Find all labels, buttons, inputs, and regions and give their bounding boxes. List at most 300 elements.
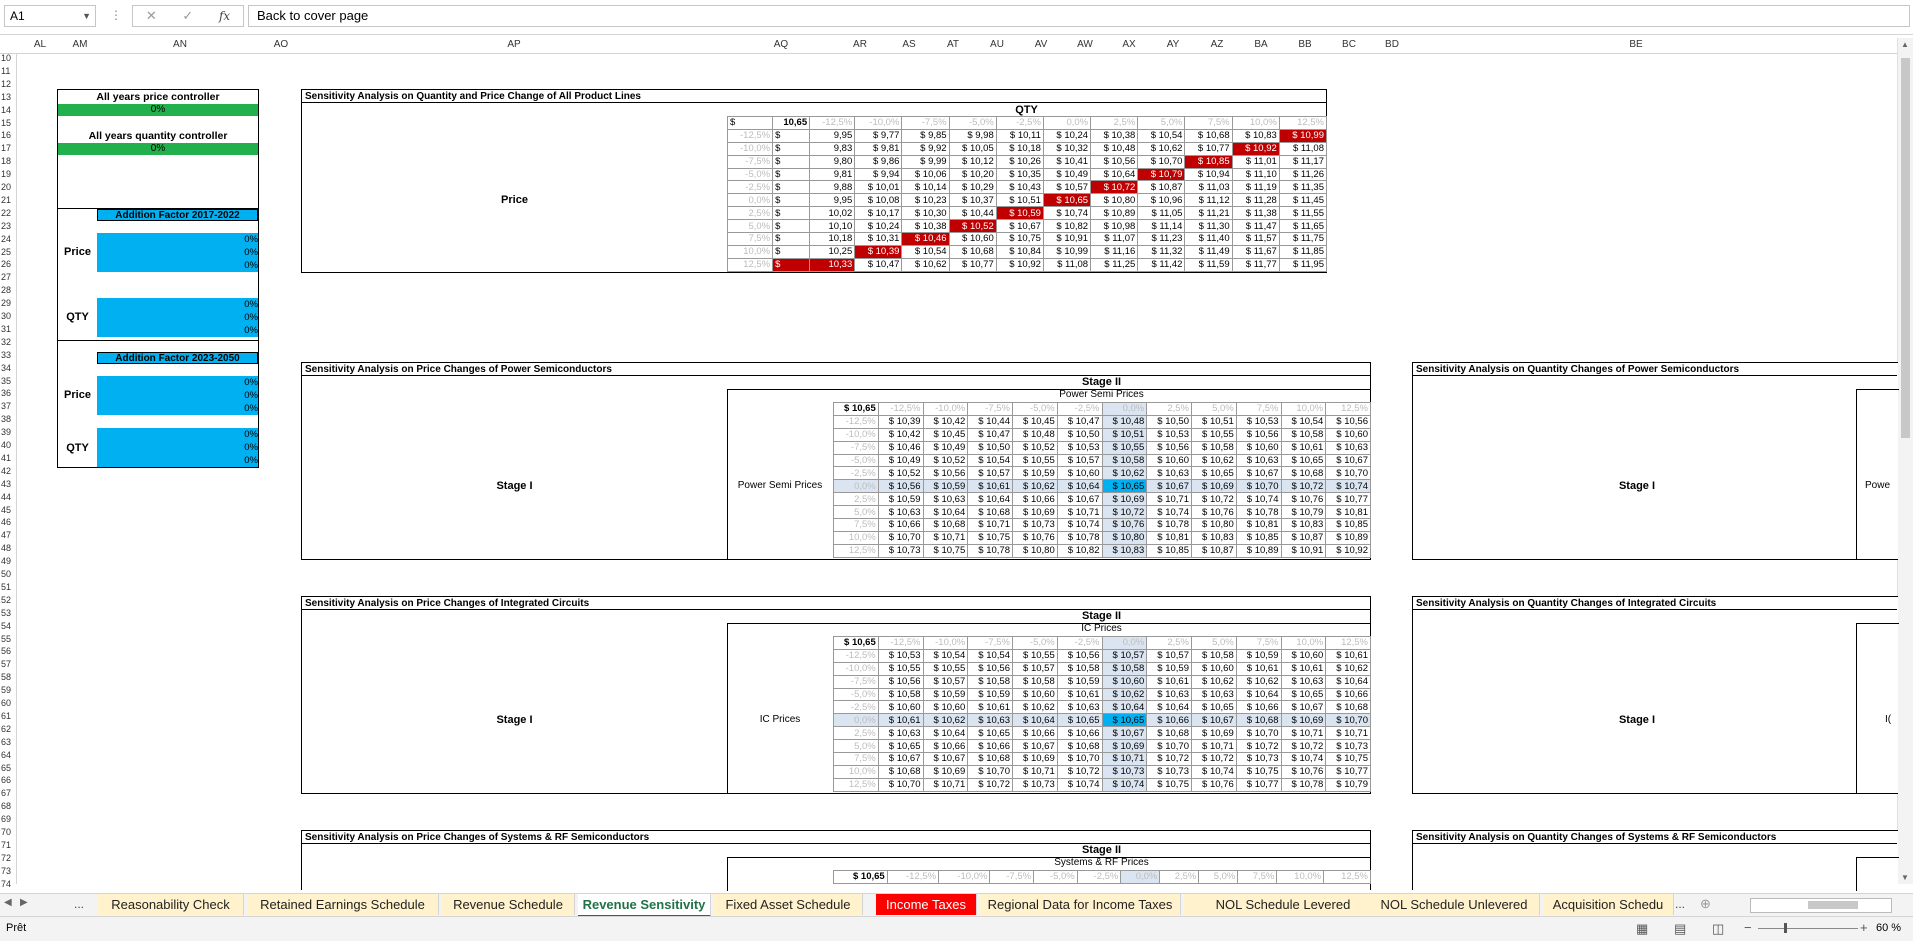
table-cell[interactable]: $ 10,75: [923, 544, 968, 557]
table-cell[interactable]: $ 10,72: [1281, 480, 1326, 493]
col-header-cell[interactable]: 12,5%: [1326, 403, 1371, 416]
col-header-cell[interactable]: -7,5%: [968, 637, 1013, 650]
table-cell[interactable]: $ 10,46: [878, 441, 923, 454]
table-cell[interactable]: 10,02: [810, 207, 855, 220]
table-cell[interactable]: $ 9,99: [902, 155, 949, 168]
cancel-icon[interactable]: ✕: [145, 8, 157, 23]
table-cell[interactable]: $ 10,48: [1013, 428, 1058, 441]
col-header[interactable]: BB: [1298, 39, 1312, 50]
table-cell[interactable]: $ 10,63: [1236, 454, 1281, 467]
table-cell[interactable]: $ 10,67: [1057, 493, 1102, 506]
table-cell[interactable]: $ 10,68: [1147, 727, 1192, 740]
table-cell[interactable]: $ 10,63: [1147, 688, 1192, 701]
table-cell[interactable]: $ 10,20: [949, 168, 996, 181]
table-cell[interactable]: $ 10,67: [1236, 467, 1281, 480]
table-cell[interactable]: $ 10,30: [902, 207, 949, 220]
table-cell[interactable]: $ 10,68: [923, 519, 968, 532]
name-box[interactable]: [4, 5, 96, 27]
formula-input[interactable]: Back to cover page: [248, 5, 1910, 27]
table-cell[interactable]: $ 10,65: [1281, 454, 1326, 467]
row-header[interactable]: 56: [1, 646, 12, 657]
table-cell[interactable]: $ 10,61: [1281, 662, 1326, 675]
table-cell[interactable]: $ 10,58: [1192, 649, 1237, 662]
table-cell[interactable]: $ 10,58: [1102, 454, 1147, 467]
row-header[interactable]: 65: [1, 762, 12, 773]
table-cell[interactable]: $ 10,50: [1057, 428, 1102, 441]
currency-cell[interactable]: $: [773, 181, 810, 194]
row-header[interactable]: 29: [1, 298, 12, 309]
row-header-cell[interactable]: -10,0%: [728, 142, 773, 155]
table-cell[interactable]: $ 10,71: [968, 519, 1013, 532]
table-cell[interactable]: $ 11,28: [1232, 194, 1279, 207]
table-cell[interactable]: $ 10,73: [1013, 778, 1058, 791]
table-cell[interactable]: $ 10,74: [1326, 480, 1371, 493]
table-cell[interactable]: $ 10,72: [1192, 493, 1237, 506]
table-cell[interactable]: $ 10,68: [878, 765, 923, 778]
table-cell[interactable]: $ 10,56: [1147, 441, 1192, 454]
col-header[interactable]: AR: [853, 39, 867, 50]
table-cell[interactable]: $ 10,57: [1057, 454, 1102, 467]
table-cell[interactable]: $ 10,44: [968, 415, 1013, 428]
row-header[interactable]: 26: [1, 259, 12, 270]
confirm-icon[interactable]: ✓: [182, 8, 194, 23]
table-cell[interactable]: $ 10,74: [1147, 506, 1192, 519]
row-header[interactable]: 14: [1, 104, 12, 115]
col-header-cell[interactable]: -10,0%: [939, 871, 990, 884]
table-cell[interactable]: $ 10,62: [923, 714, 968, 727]
row-header[interactable]: 38: [1, 414, 12, 425]
table-cell[interactable]: $ 10,26: [996, 155, 1043, 168]
table-cell[interactable]: $ 10,81: [1236, 519, 1281, 532]
row-header-cell[interactable]: -12,5%: [728, 129, 773, 142]
tab-scroll-left-icon[interactable]: ◀: [4, 897, 12, 908]
table-cell[interactable]: $ 10,55: [1013, 649, 1058, 662]
row-header[interactable]: 54: [1, 620, 12, 631]
table-cell[interactable]: $ 10,78: [1281, 778, 1326, 791]
table-cell[interactable]: $ 10,64: [1013, 714, 1058, 727]
table-cell[interactable]: $ 10,64: [923, 506, 968, 519]
table-cell[interactable]: $ 10,59: [923, 688, 968, 701]
col-header[interactable]: AZ: [1210, 39, 1224, 50]
row-header[interactable]: 71: [1, 839, 12, 850]
row-header[interactable]: 23: [1, 220, 12, 231]
table-cell[interactable]: $ 10,52: [949, 220, 996, 233]
col-header-cell[interactable]: -7,5%: [902, 117, 949, 130]
table-cell[interactable]: $ 10,70: [1057, 753, 1102, 766]
row-header[interactable]: 32: [1, 336, 12, 347]
table-cell[interactable]: $ 10,49: [878, 454, 923, 467]
row-header[interactable]: 72: [1, 852, 12, 863]
table-cell[interactable]: $ 10,92: [1232, 142, 1279, 155]
table-cell[interactable]: $ 10,62: [1236, 675, 1281, 688]
table-cell[interactable]: $ 10,58: [1192, 441, 1237, 454]
table-cell[interactable]: $ 10,42: [923, 415, 968, 428]
horizontal-scrollbar[interactable]: [1750, 898, 1892, 913]
row-header-cell[interactable]: 12,5%: [728, 258, 773, 271]
table-cell[interactable]: $ 10,73: [1013, 519, 1058, 532]
table-cell[interactable]: $ 10,76: [1192, 506, 1237, 519]
col-header-cell[interactable]: 12,5%: [1326, 637, 1371, 650]
row-header[interactable]: 70: [1, 827, 12, 837]
col-header-cell[interactable]: 7,5%: [1238, 871, 1277, 884]
table-cell[interactable]: $ 10,74: [1057, 778, 1102, 791]
row-header[interactable]: 40: [1, 440, 12, 450]
table-cell[interactable]: $ 10,89: [1326, 531, 1371, 544]
row-header-cell[interactable]: -2,5%: [834, 701, 879, 714]
table-cell[interactable]: $ 10,71: [1147, 493, 1192, 506]
table-cell[interactable]: $ 10,75: [1236, 765, 1281, 778]
table-cell[interactable]: $ 10,70: [878, 778, 923, 791]
table-cell[interactable]: $ 10,78: [1147, 519, 1192, 532]
table-cell[interactable]: $ 10,68: [1236, 714, 1281, 727]
row-header-cell[interactable]: -2,5%: [728, 181, 773, 194]
table-cell[interactable]: $ 10,37: [949, 194, 996, 207]
row-header[interactable]: 53: [1, 607, 12, 618]
table-cell[interactable]: $ 10,53: [1057, 441, 1102, 454]
table-cell[interactable]: $ 10,78: [1057, 531, 1102, 544]
table-cell[interactable]: $ 10,66: [878, 519, 923, 532]
table-cell[interactable]: $ 10,57: [1043, 181, 1090, 194]
table-cell[interactable]: $ 10,85: [1326, 519, 1371, 532]
col-header-cell[interactable]: -12,5%: [887, 871, 938, 884]
table-cell[interactable]: $ 10,41: [1043, 155, 1090, 168]
table-cell[interactable]: $ 10,77: [949, 258, 996, 271]
table-cell[interactable]: $ 10,71: [923, 531, 968, 544]
row-header[interactable]: 27: [1, 272, 12, 283]
table-cell[interactable]: $ 10,81: [1147, 531, 1192, 544]
table-cell[interactable]: $ 10,66: [1147, 714, 1192, 727]
row-header-cell[interactable]: 2,5%: [728, 207, 773, 220]
row-header[interactable]: 52: [1, 594, 12, 605]
table-cell[interactable]: $ 10,74: [1236, 493, 1281, 506]
table-cell[interactable]: $ 10,60: [923, 701, 968, 714]
page-layout-icon[interactable]: ▤: [1674, 921, 1687, 936]
table-cell[interactable]: $ 10,60: [1013, 688, 1058, 701]
table-cell[interactable]: $ 9,86: [855, 155, 902, 168]
row-header[interactable]: 33: [1, 349, 12, 360]
col-header[interactable]: BC: [1342, 39, 1356, 50]
table-cell[interactable]: 9,95: [810, 129, 855, 142]
table-cell[interactable]: $ 10,84: [996, 245, 1043, 258]
table-cell[interactable]: $ 10,54: [1281, 415, 1326, 428]
row-header[interactable]: 20: [1, 182, 12, 192]
scroll-up-icon[interactable]: ▲: [1901, 40, 1909, 49]
table-cell[interactable]: $ 10,65: [1102, 714, 1147, 727]
table-cell[interactable]: $ 10,45: [923, 428, 968, 441]
corner-value[interactable]: $ 10,65: [834, 871, 888, 884]
table-cell[interactable]: $ 10,71: [1057, 506, 1102, 519]
table-cell[interactable]: $ 10,53: [1147, 428, 1192, 441]
table-cell[interactable]: $ 10,65: [1192, 467, 1237, 480]
table-cell[interactable]: $ 10,65: [1102, 480, 1147, 493]
table-cell[interactable]: $ 11,23: [1138, 233, 1185, 246]
zoom-slider[interactable]: [1758, 928, 1858, 929]
col-header-cell[interactable]: -5,0%: [1013, 403, 1058, 416]
row-header-cell[interactable]: -5,0%: [728, 168, 773, 181]
table-cell[interactable]: $ 10,62: [902, 258, 949, 271]
table-cell[interactable]: $ 10,56: [1057, 649, 1102, 662]
table-cell[interactable]: $ 10,64: [923, 727, 968, 740]
table-cell[interactable]: $ 10,70: [1138, 155, 1185, 168]
table-cell[interactable]: $ 10,58: [1013, 675, 1058, 688]
table-cell[interactable]: $ 10,53: [1236, 415, 1281, 428]
table-cell[interactable]: 10,10: [810, 220, 855, 233]
row-header[interactable]: 50: [1, 569, 12, 579]
col-header-cell[interactable]: -7,5%: [990, 871, 1034, 884]
table-cell[interactable]: $ 10,69: [1281, 714, 1326, 727]
table-cell[interactable]: $ 10,35: [996, 168, 1043, 181]
col-header-cell[interactable]: 7,5%: [1236, 403, 1281, 416]
table-cell[interactable]: $ 11,08: [1043, 258, 1090, 271]
table-cell[interactable]: $ 10,55: [1102, 441, 1147, 454]
table-cell[interactable]: $ 10,48: [1102, 415, 1147, 428]
col-header-cell[interactable]: -12,5%: [878, 637, 923, 650]
tab-acquisition-schedule[interactable]: Acquisition Schedu: [1543, 894, 1674, 915]
table-cell[interactable]: $ 10,67: [1102, 727, 1147, 740]
col-header-cell[interactable]: -2,5%: [1057, 637, 1102, 650]
table-cell[interactable]: $ 10,65: [1043, 194, 1090, 207]
table-cell[interactable]: $ 10,66: [1326, 688, 1371, 701]
row-header-cell[interactable]: -7,5%: [834, 441, 879, 454]
row-header-cell[interactable]: 5,0%: [728, 220, 773, 233]
table-cell[interactable]: $ 10,05: [949, 142, 996, 155]
table-cell[interactable]: $ 10,72: [1147, 753, 1192, 766]
table-cell[interactable]: $ 10,80: [1102, 531, 1147, 544]
table-cell[interactable]: $ 10,70: [1326, 467, 1371, 480]
tab-retained-earnings-schedule[interactable]: Retained Earnings Schedule: [247, 894, 439, 915]
table-cell[interactable]: $ 10,76: [1281, 765, 1326, 778]
table-cell[interactable]: $ 10,82: [1057, 544, 1102, 557]
table-cell[interactable]: $ 10,79: [1281, 506, 1326, 519]
table-cell[interactable]: $ 10,67: [923, 753, 968, 766]
row-header-cell[interactable]: 10,0%: [834, 765, 879, 778]
table-cell[interactable]: $ 10,65: [968, 727, 1013, 740]
table-cell[interactable]: $ 10,92: [1326, 544, 1371, 557]
table-cell[interactable]: 9,88: [810, 181, 855, 194]
table-cell[interactable]: $ 10,50: [968, 441, 1013, 454]
table-cell[interactable]: $ 10,59: [1057, 675, 1102, 688]
tab-regional-data[interactable]: Regional Data for Income Taxes: [980, 894, 1181, 915]
table-cell[interactable]: $ 10,61: [1236, 662, 1281, 675]
row-header[interactable]: 21: [1, 194, 12, 205]
corner-value[interactable]: $ 10,65: [834, 403, 879, 416]
table-cell[interactable]: $ 10,73: [1326, 740, 1371, 753]
col-header-cell[interactable]: 2,5%: [1147, 637, 1192, 650]
table-cell[interactable]: $ 10,70: [1236, 727, 1281, 740]
row-header[interactable]: 46: [1, 517, 12, 528]
table-cell[interactable]: $ 10,68: [1185, 129, 1232, 142]
table-cell[interactable]: 10,25: [810, 245, 855, 258]
table-cell[interactable]: $ 10,83: [1232, 129, 1279, 142]
col-header-cell[interactable]: -5,0%: [949, 117, 996, 130]
table-cell[interactable]: $ 10,38: [1091, 129, 1138, 142]
more-icon[interactable]: ⋮: [110, 8, 122, 22]
table-cell[interactable]: $ 10,55: [878, 662, 923, 675]
table-cell[interactable]: $ 10,54: [968, 649, 1013, 662]
table-cell[interactable]: $ 11,01: [1232, 155, 1279, 168]
col-header-cell[interactable]: -5,0%: [1013, 637, 1058, 650]
table-cell[interactable]: $ 10,68: [968, 753, 1013, 766]
table-cell[interactable]: $ 10,70: [878, 531, 923, 544]
col-header-cell[interactable]: 12,5%: [1324, 871, 1371, 884]
table-cell[interactable]: $ 10,43: [996, 181, 1043, 194]
col-header[interactable]: AP: [507, 39, 521, 50]
table-cell[interactable]: $ 10,60: [878, 701, 923, 714]
col-header-cell[interactable]: 2,5%: [1091, 117, 1138, 130]
table-cell[interactable]: $ 10,59: [878, 493, 923, 506]
row-header-cell[interactable]: 10,0%: [834, 531, 879, 544]
table-cell[interactable]: $ 10,66: [1013, 727, 1058, 740]
row-header[interactable]: 73: [1, 865, 12, 876]
af2-qty-inputs[interactable]: 0% 0% 0%: [97, 428, 258, 467]
row-header-cell[interactable]: 5,0%: [834, 740, 879, 753]
col-header-cell[interactable]: 0,0%: [1102, 403, 1147, 416]
row-header[interactable]: 34: [1, 362, 12, 373]
table-cell[interactable]: $ 10,72: [968, 778, 1013, 791]
row-header-cell[interactable]: -12,5%: [834, 649, 879, 662]
table-cell[interactable]: $ 11,47: [1232, 220, 1279, 233]
af1-qty-inputs[interactable]: 0% 0% 0%: [97, 298, 258, 337]
table-cell[interactable]: $ 10,67: [1281, 701, 1326, 714]
table-cell[interactable]: $ 10,66: [923, 740, 968, 753]
table-cell[interactable]: $ 10,52: [878, 467, 923, 480]
table-cell[interactable]: $ 10,62: [1102, 467, 1147, 480]
table-cell[interactable]: $ 10,79: [1138, 168, 1185, 181]
row-header[interactable]: 64: [1, 749, 12, 760]
table-cell[interactable]: $ 10,63: [1281, 675, 1326, 688]
col-header-cell[interactable]: -12,5%: [810, 117, 855, 130]
table-cell[interactable]: $ 11,08: [1279, 142, 1326, 155]
col-header-cell[interactable]: -2,5%: [996, 117, 1043, 130]
table-cell[interactable]: $ 10,87: [1192, 544, 1237, 557]
row-header[interactable]: 62: [1, 723, 12, 734]
col-header-cell[interactable]: 10,0%: [1281, 403, 1326, 416]
table-cell[interactable]: $ 10,91: [1043, 233, 1090, 246]
row-header[interactable]: 57: [1, 659, 12, 670]
row-header[interactable]: 58: [1, 672, 12, 683]
table-cell[interactable]: $ 10,68: [1326, 701, 1371, 714]
table-cell[interactable]: $ 10,61: [968, 701, 1013, 714]
currency-cell[interactable]: $: [773, 258, 810, 271]
col-header-cell[interactable]: -10,0%: [923, 403, 968, 416]
qty-controller-value[interactable]: 0%: [58, 143, 258, 155]
table-cell[interactable]: $ 10,61: [1326, 649, 1371, 662]
row-header[interactable]: 47: [1, 530, 12, 541]
table-cell[interactable]: $ 10,56: [923, 467, 968, 480]
normal-view-icon[interactable]: ▦: [1636, 921, 1649, 936]
table-cell[interactable]: $ 10,60: [1192, 662, 1237, 675]
table-cell[interactable]: $ 10,69: [1013, 506, 1058, 519]
row-header-cell[interactable]: 5,0%: [834, 506, 879, 519]
col-header[interactable]: AL: [33, 39, 47, 50]
table-cell[interactable]: $ 11,21: [1185, 207, 1232, 220]
table-cell[interactable]: $ 10,79: [1326, 778, 1371, 791]
table-cell[interactable]: $ 10,51: [1192, 415, 1237, 428]
row-header[interactable]: 67: [1, 788, 12, 799]
table-cell[interactable]: $ 10,38: [902, 220, 949, 233]
table-cell[interactable]: $ 10,51: [996, 194, 1043, 207]
add-sheet-icon[interactable]: ⊕: [1700, 896, 1711, 911]
table-cell[interactable]: $ 10,81: [1326, 506, 1371, 519]
table-cell[interactable]: $ 10,76: [1281, 493, 1326, 506]
table-cell[interactable]: $ 10,70: [968, 765, 1013, 778]
table-cell[interactable]: $ 10,69: [1192, 480, 1237, 493]
table-cell[interactable]: $ 10,80: [1013, 544, 1058, 557]
table-cell[interactable]: $ 10,64: [1091, 168, 1138, 181]
table-cell[interactable]: $ 10,58: [1281, 428, 1326, 441]
table-cell[interactable]: $ 10,45: [1013, 415, 1058, 428]
table-cell[interactable]: $ 10,67: [1147, 480, 1192, 493]
table-cell[interactable]: 9,95: [810, 194, 855, 207]
col-header-cell[interactable]: 5,0%: [1138, 117, 1185, 130]
table-cell[interactable]: $ 10,92: [996, 258, 1043, 271]
row-header[interactable]: 74: [1, 878, 12, 889]
price-controller-value[interactable]: 0%: [58, 104, 258, 116]
table-cell[interactable]: $ 10,82: [1043, 220, 1090, 233]
row-header-cell[interactable]: 0,0%: [834, 480, 879, 493]
col-header[interactable]: AT: [946, 39, 960, 50]
col-header-cell[interactable]: 10,0%: [1281, 637, 1326, 650]
table-cell[interactable]: $ 10,68: [949, 245, 996, 258]
row-header-cell[interactable]: 0,0%: [728, 194, 773, 207]
tab-revenue-sensitivity[interactable]: Revenue Sensitivity: [578, 894, 711, 917]
table-cell[interactable]: $ 10,71: [1326, 727, 1371, 740]
currency-cell[interactable]: $: [773, 194, 810, 207]
table-cell[interactable]: $ 10,62: [1326, 662, 1371, 675]
table-cell[interactable]: $ 10,87: [1281, 531, 1326, 544]
table-cell[interactable]: $ 10,61: [878, 714, 923, 727]
table-cell[interactable]: $ 11,55: [1279, 207, 1326, 220]
zoom-level[interactable]: 60 %: [1876, 922, 1902, 934]
table-cell[interactable]: $ 10,63: [1147, 467, 1192, 480]
table-cell[interactable]: $ 10,24: [855, 220, 902, 233]
col-header[interactable]: AW: [1077, 39, 1093, 50]
table-cell[interactable]: $ 10,56: [968, 662, 1013, 675]
row-header-cell[interactable]: 10,0%: [728, 245, 773, 258]
table-cell[interactable]: $ 10,54: [902, 245, 949, 258]
table-cell[interactable]: $ 10,91: [1281, 544, 1326, 557]
tab-nol-schedule-unlevered[interactable]: NOL Schedule Unlevered: [1369, 894, 1540, 915]
table-cell[interactable]: $ 11,95: [1279, 258, 1326, 271]
table-cell[interactable]: $ 10,61: [1147, 675, 1192, 688]
row-header[interactable]: 48: [1, 543, 12, 554]
table-cell[interactable]: $ 10,85: [1185, 155, 1232, 168]
table-cell[interactable]: $ 10,57: [1013, 662, 1058, 675]
row-header-cell[interactable]: -7,5%: [728, 155, 773, 168]
col-header[interactable]: AS: [902, 39, 916, 50]
table-cell[interactable]: $ 10,75: [996, 233, 1043, 246]
table-cell[interactable]: $ 10,66: [968, 740, 1013, 753]
col-header[interactable]: AV: [1034, 39, 1048, 50]
col-header-cell[interactable]: 12,5%: [1279, 117, 1326, 130]
row-header-cell[interactable]: 12,5%: [834, 778, 879, 791]
col-header-cell[interactable]: 5,0%: [1192, 637, 1237, 650]
currency-cell[interactable]: $: [773, 129, 810, 142]
table-cell[interactable]: $ 10,62: [1138, 142, 1185, 155]
table-cell[interactable]: $ 10,54: [968, 454, 1013, 467]
table-cell[interactable]: $ 10,70: [1236, 480, 1281, 493]
row-header[interactable]: 37: [1, 401, 12, 412]
table-cell[interactable]: $ 10,58: [1102, 662, 1147, 675]
table-cell[interactable]: $ 10,56: [878, 480, 923, 493]
row-header[interactable]: 16: [1, 130, 12, 141]
table-cell[interactable]: $ 10,76: [1013, 531, 1058, 544]
scroll-down-icon[interactable]: ▼: [1901, 873, 1909, 882]
table-cell[interactable]: $ 10,61: [1057, 688, 1102, 701]
table-cell[interactable]: $ 10,65: [1057, 714, 1102, 727]
table-cell[interactable]: $ 10,68: [968, 506, 1013, 519]
table-cell[interactable]: $ 10,11: [996, 129, 1043, 142]
